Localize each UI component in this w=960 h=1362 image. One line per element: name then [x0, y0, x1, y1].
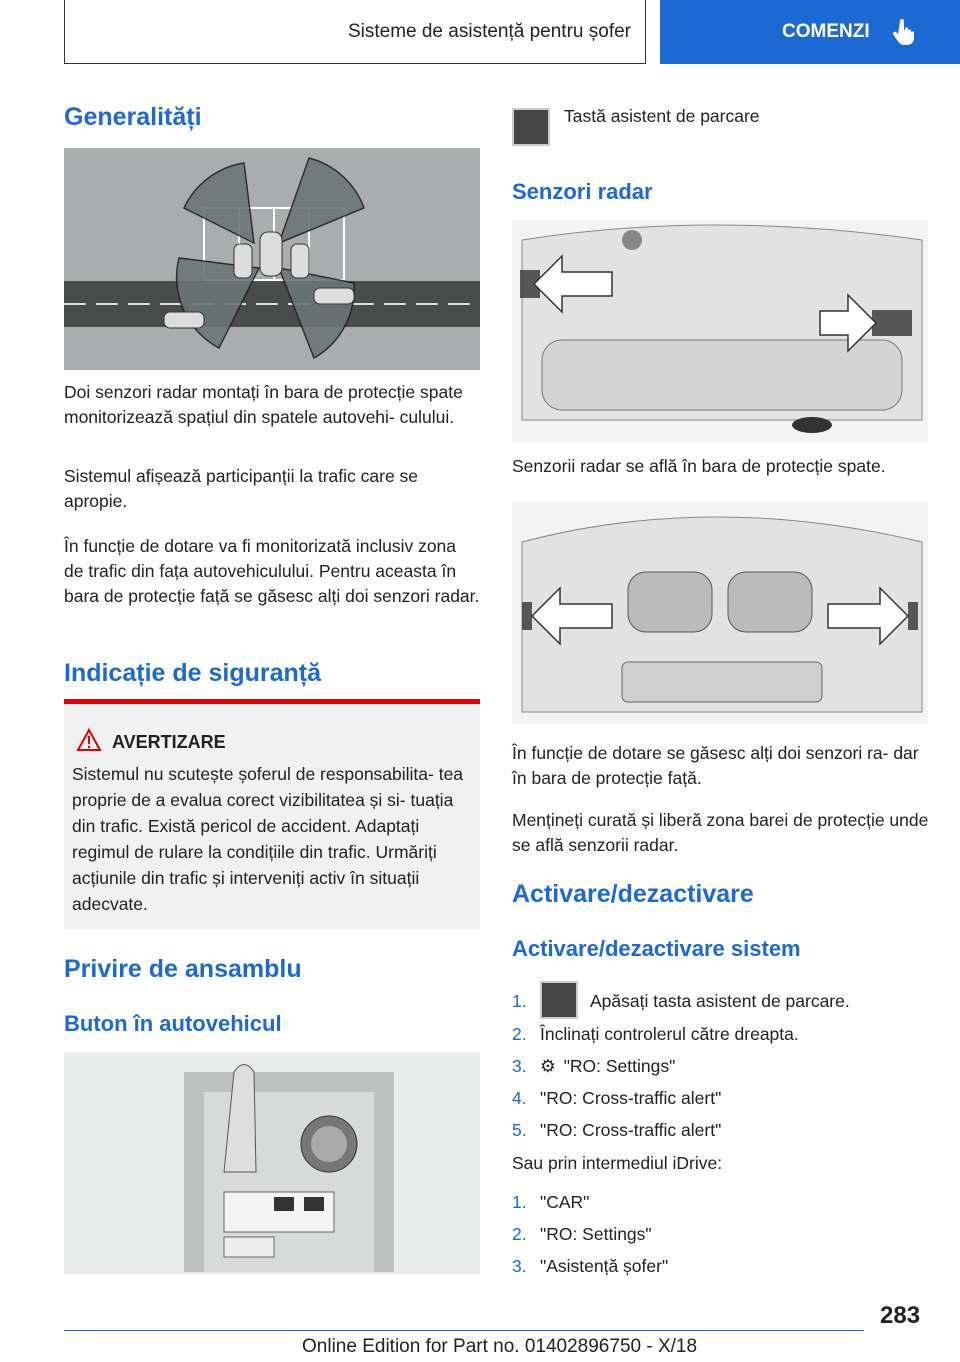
list-item: 1. "CAR": [512, 1192, 590, 1212]
page-number: 283: [880, 1302, 921, 1329]
heading-button: Buton în autovehicul: [64, 1011, 282, 1036]
chapter-title: COMENZI: [782, 21, 870, 42]
paragraph-3: În funcție de dotare va fi monitorizată inclusiv zona de trafic din fața autovehiculului. Pentru aceasta în bara de protecție față se găsesc alți doi senzori radar.: [64, 536, 480, 606]
list-item: 2. Înclinați controlerul către dreapta.: [512, 1024, 799, 1044]
section-header: [64, 0, 646, 64]
front-caption: În funcție de dotare se găsesc alți doi senzori ra- dar în bara de protecție față.: [512, 743, 919, 788]
list-item: 4. "RO: Cross-traffic alert": [512, 1088, 722, 1108]
warning-triangle-icon: [76, 728, 102, 752]
console-figure: [64, 1052, 480, 1274]
idrive-steps-list: [512, 1190, 668, 1286]
footer-divider: [64, 1330, 864, 1331]
list-item: 3. "Asistență șofer": [512, 1256, 669, 1276]
gear-icon: ⚙: [540, 1056, 556, 1076]
button-caption: Tastă asistent de parcare: [564, 106, 760, 126]
steps-list: [512, 972, 850, 1150]
heading-safety: Indicație de siguranță: [64, 659, 322, 687]
idrive-intro: Sau prin intermediul iDrive:: [512, 1153, 723, 1173]
list-item: 1. Apăsați tasta asistent de parcare.: [512, 972, 850, 1016]
paragraph-2: Sistemul afișează participanții la trafic care se apropie.: [64, 466, 419, 511]
paragraph-1: Doi senzori radar montați în bara de protecție spate monitorizează spațiul din spatele autovehi- culului.: [64, 382, 463, 427]
list-item: 5. "RO: Cross-traffic alert": [512, 1120, 722, 1140]
warning-title: AVERTIZARE: [112, 732, 226, 752]
warning-text: Sistemul nu scutește șoferul de responsabilita- tea proprie de a evalua corect vizibilitatea și si- tuația din trafic. Există pericol de accident. Adaptați regimul de rulare la condițiile din trafic. Urmăriți acțiunile din trafic și interveniți activ în situații adecvate.: [72, 764, 464, 914]
list-item: 2. "RO: Settings": [512, 1224, 652, 1244]
rear-radar-figure: [512, 220, 928, 442]
rear-caption: Senzorii radar se află în bara de protecție spate.: [512, 456, 886, 476]
park-assist-button-icon: [540, 981, 578, 1019]
list-item: 3. ⚙ "RO: Settings": [512, 1056, 676, 1076]
chapter-tab[interactable]: [660, 0, 960, 64]
heading-general: Generalități: [64, 103, 202, 131]
hand-pointer-icon: [892, 19, 916, 45]
heading-radar: Senzori radar: [512, 179, 653, 204]
section-title: Sisteme de asistență pentru șofer: [347, 20, 631, 42]
heading-activate: Activare/dezactivare: [512, 880, 754, 908]
park-assist-button-icon: [512, 108, 550, 146]
heading-activate-system: Activare/dezactivare sistem: [512, 936, 801, 961]
footer-edition: Online Edition for Part no. 01402896750 - X/18: [302, 1336, 698, 1357]
heading-overview: Privire de ansamblu: [64, 955, 302, 983]
keep-clean-text: Mențineți curată și liberă zona barei de protecție unde se află senzorii radar.: [512, 810, 929, 855]
front-radar-figure: [512, 502, 928, 724]
radar-zones-figure: [64, 148, 480, 370]
warning-box: [64, 699, 480, 929]
